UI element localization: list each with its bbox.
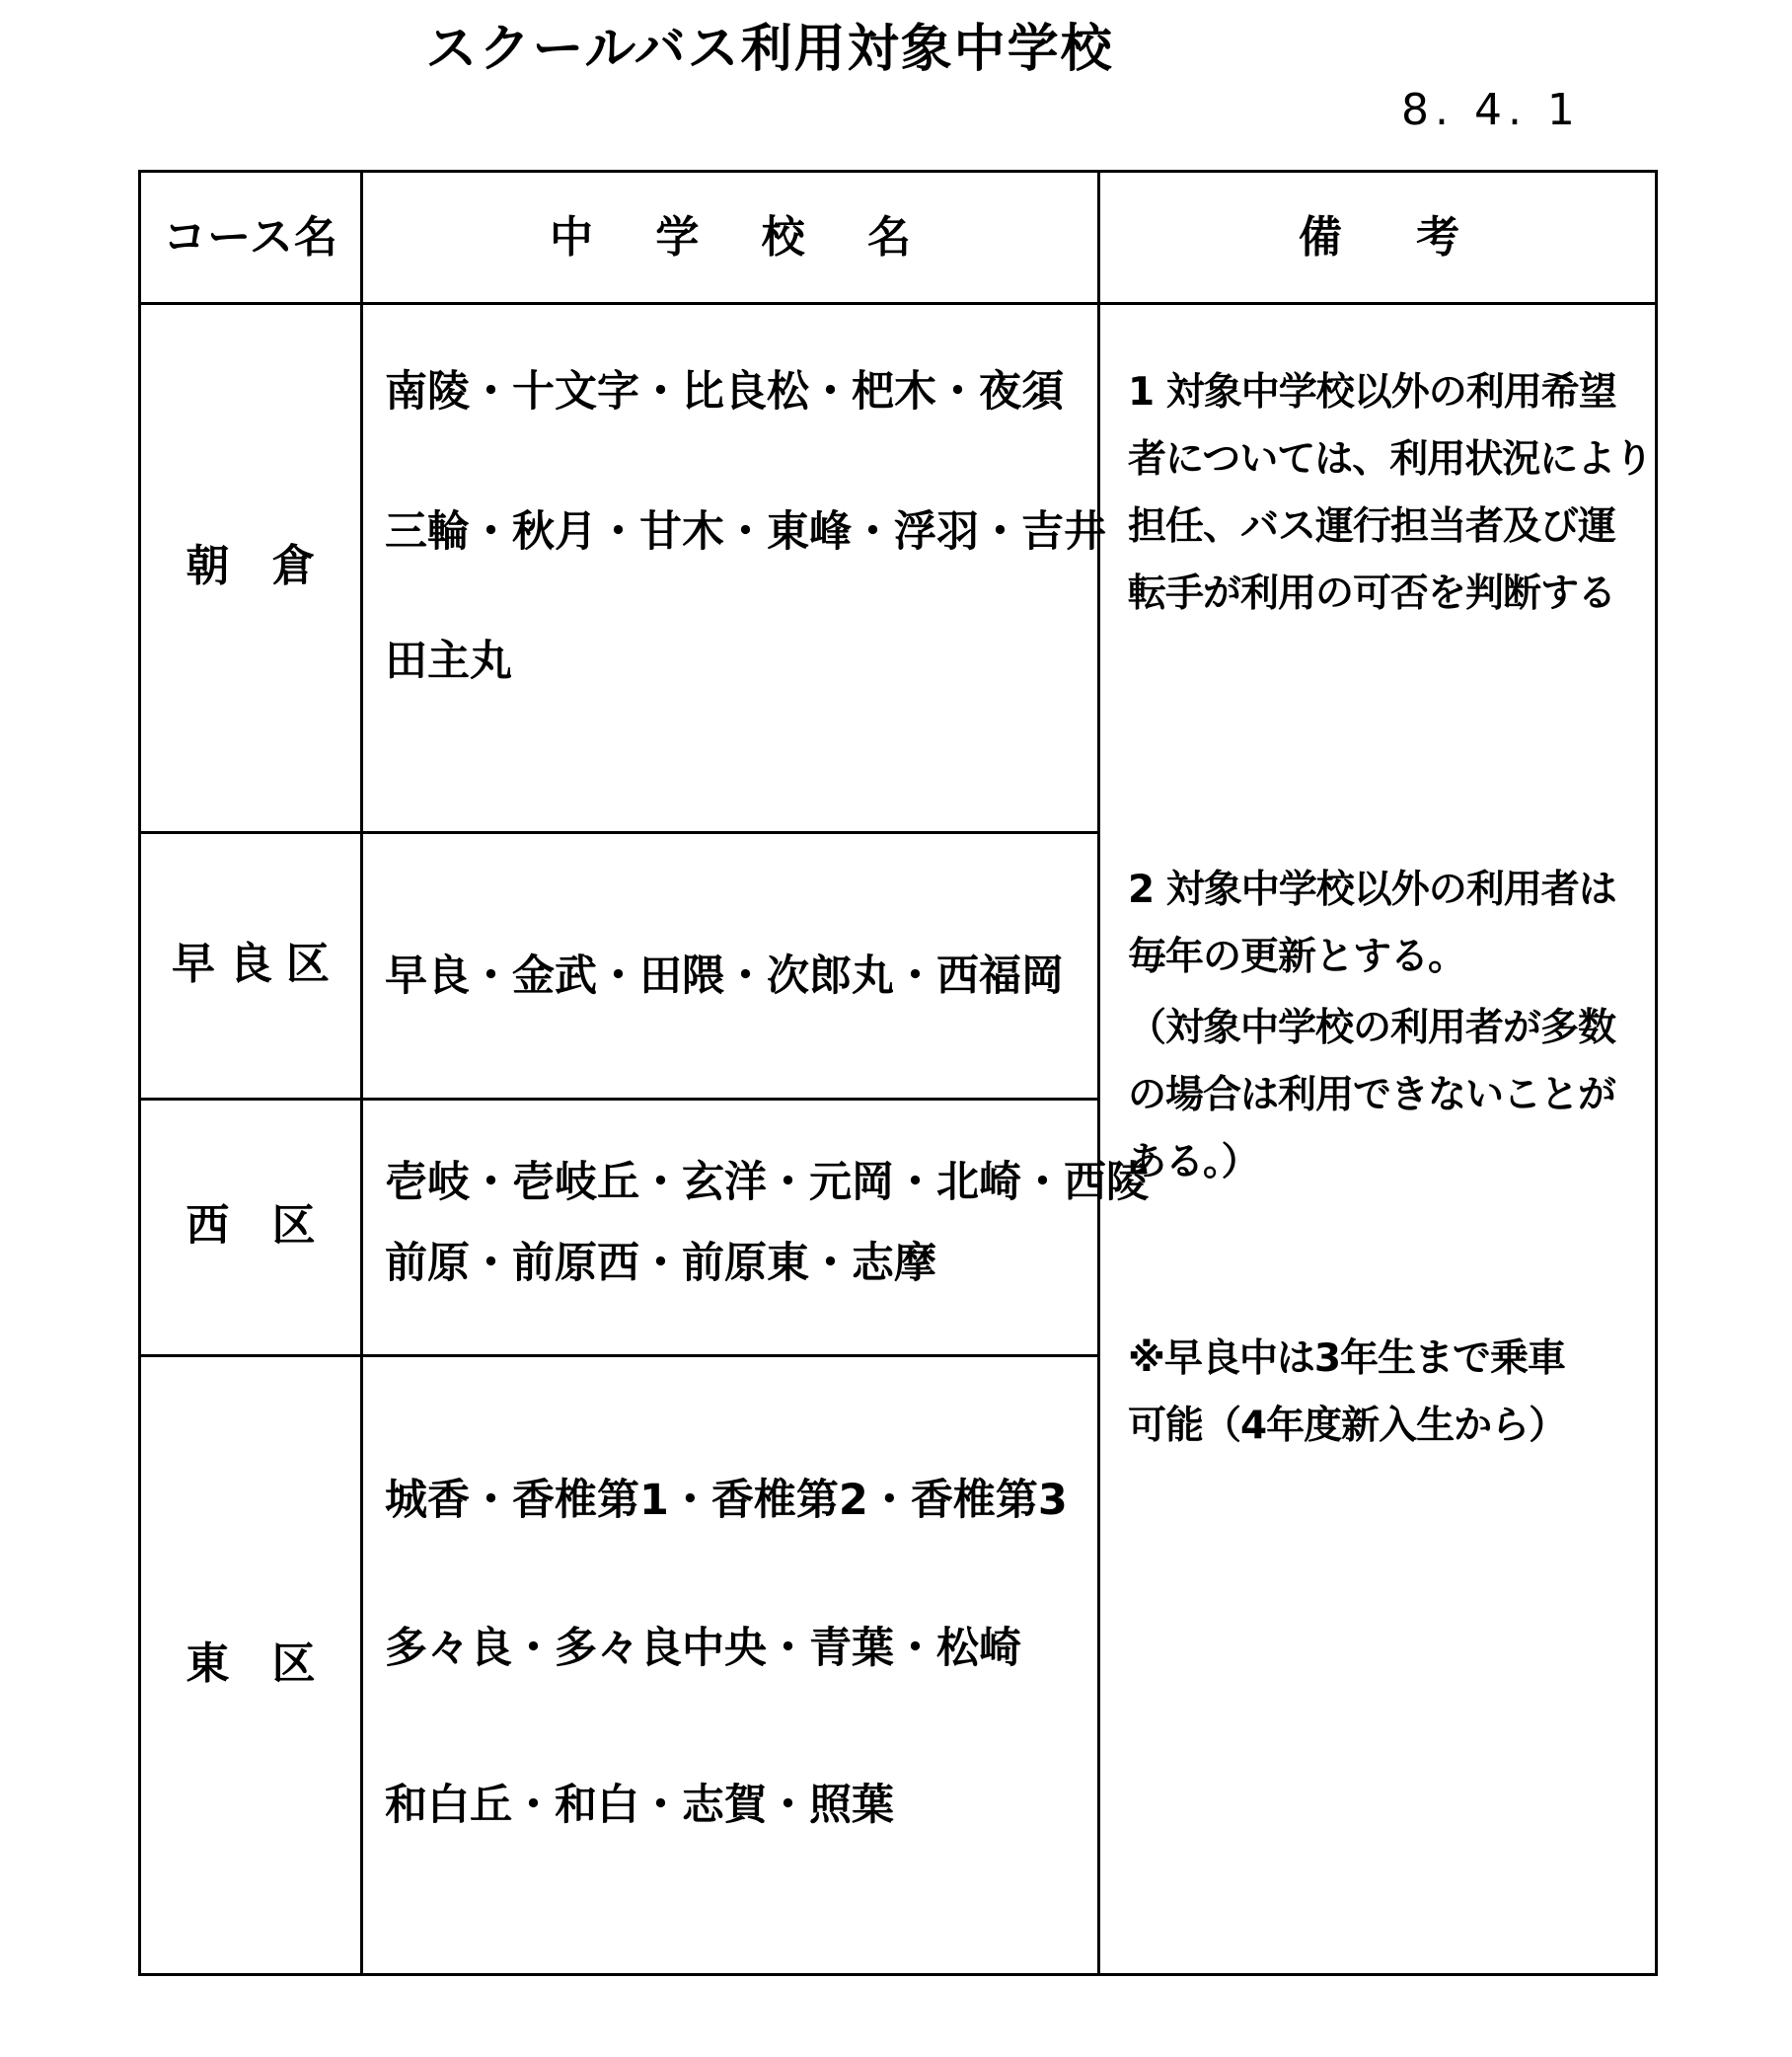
remarks-cell (1100, 302, 1658, 1973)
course-label: 西 区 (186, 1200, 330, 1251)
header-label-school: 中 学 校 名 (550, 211, 934, 263)
remark-note-2 (1128, 857, 1641, 991)
table-row-course-sawaraku (141, 831, 360, 1098)
table-row-schools-higashiku (363, 1354, 1097, 1973)
school-list-line: 多々良・多々良中央・青葉・松崎 (385, 1624, 1021, 1673)
remark-line: 2 対象中学校以外の利用者は (1128, 868, 1616, 912)
school-list-line: 和白丘・和白・志賀・照葉 (385, 1781, 894, 1830)
course-label: 東 区 (186, 1638, 330, 1689)
remark-line: ある。） (1128, 1140, 1259, 1184)
remark-line: 可能（4年度新入生から） (1128, 1404, 1567, 1448)
remark-line: 担任、バス運行担当者及び運 (1128, 504, 1616, 549)
remark-note-1 (1128, 359, 1653, 628)
school-bus-table (138, 170, 1658, 1976)
header-label-remarks: 備 考 (1298, 211, 1490, 263)
table-row-course-higashiku (141, 1354, 360, 1973)
course-label: 早良区 (172, 939, 343, 989)
remark-line: ※早良中は3年生まで乗車 (1128, 1336, 1566, 1381)
header-cell-course (141, 173, 360, 302)
school-list-line: 三輪・秋月・甘木・東峰・浮羽・吉井 (385, 507, 1106, 557)
remark-note-3 (1128, 995, 1641, 1196)
course-label: 朝 倉 (186, 541, 330, 591)
header-cell-remarks (1100, 173, 1658, 302)
school-list-line: 前原・前原西・前原東・志摩 (385, 1239, 936, 1288)
school-list-line: 田主丸 (385, 637, 512, 686)
table-row-schools-nishiku (363, 1098, 1149, 1354)
remark-line: 者については、利用状況により (1128, 437, 1653, 482)
remark-line: （対象中学校の利用者が多数 (1128, 1006, 1616, 1050)
table-row-course-nishiku (141, 1098, 360, 1354)
remark-line: の場合は利用できないことが (1128, 1073, 1616, 1117)
table-row-schools-asakura (363, 302, 1106, 831)
table-row-schools-sawaraku (363, 831, 1097, 1098)
table-row-course-asakura (141, 302, 360, 831)
school-list-line: 南陵・十文字・比良松・杷木・夜須 (385, 367, 1064, 417)
school-list-line: 早良・金武・田隈・次郎丸・西福岡 (385, 952, 1064, 1001)
remark-note-4 (1128, 1326, 1641, 1460)
header-label-course: コース名 (163, 211, 338, 263)
remark-line: 転手が利用の可否を判断する (1128, 571, 1616, 616)
remark-line: 毎年の更新とする。 (1128, 935, 1466, 979)
header-cell-school (363, 173, 1097, 302)
remark-line: 1 対象中学校以外の利用希望 (1128, 370, 1616, 415)
school-list-line: 城香・香椎第1・香椎第2・香椎第3 (385, 1476, 1068, 1525)
document-date: 8. 4. 1 (1401, 85, 1581, 135)
school-list-line: 壱岐・壱岐丘・玄洋・元岡・北崎・西陵 (385, 1158, 1149, 1207)
page-title: スクールバス利用対象中学校 (425, 20, 1114, 79)
